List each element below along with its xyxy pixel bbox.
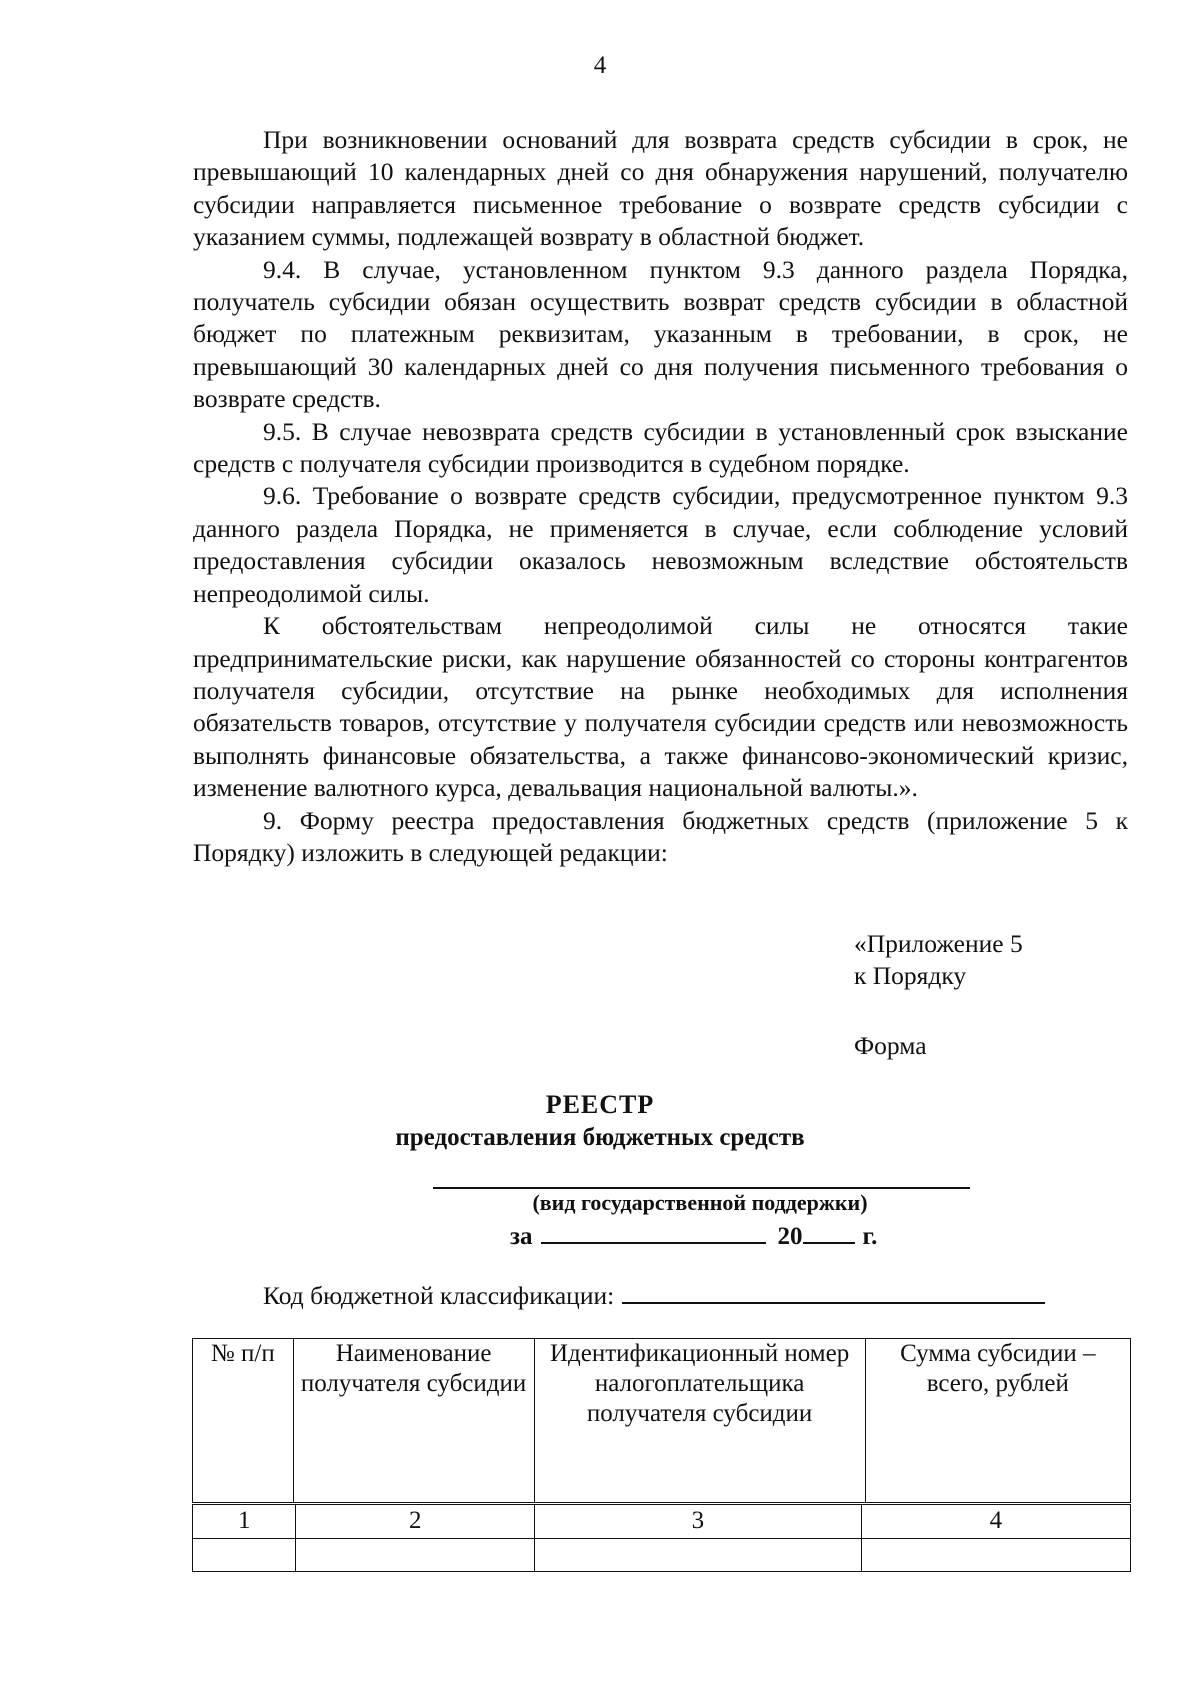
empty-cell [535, 1539, 862, 1572]
paragraph-return-notice: При возникновении оснований для возврата средств субсидии в срок, не превышающий 10 календарных дней со дня обнаружения нарушений, получателю субсидии направляется письменное требование о возврате средств субсидии с указанием суммы, подлежащей возврату в областной бюджет. [193, 125, 1128, 252]
table-header-row [193, 1339, 1131, 1503]
appendix-label: «Приложение 5 [854, 929, 1023, 958]
appendix-reference: к Порядку [854, 961, 967, 990]
header-subsidy-amount: Сумма субсидии – всего, рублей [865, 1339, 1130, 1503]
paragraph-9-6: 9.6. Требование о возврате средств субсидии, предусмотренное пунктом 9.3 данного раздела Порядка, не применяется в случае, если соблюдение условий предоставления субсидии оказалось невозможным вследствие обстоятельств непреодолимой силы. [193, 481, 1128, 608]
empty-cell [861, 1539, 1130, 1572]
year-suffix: г. [862, 1223, 878, 1250]
registry-header-table [192, 1338, 1131, 1503]
registry-title: РЕЕСТР [545, 1090, 655, 1119]
year-prefix: 20 [777, 1223, 803, 1250]
column-number-2: 2 [296, 1505, 535, 1539]
paragraph-9-4: 9.4. В случае, установленном пунктом 9.3 данного раздела Порядка, получатель субсидии обязан осуществить возврат средств субсидии в областной бюджет по платежным реквизитам, указанным в требовании, в срок, не превышающий 30 календарных дней со дня получения письменного требования о возврате средств. [193, 254, 1128, 414]
empty-cell [296, 1539, 535, 1572]
table-row [193, 1539, 1131, 1572]
document-body [193, 124, 1128, 869]
period-line [510, 1222, 877, 1251]
budget-classification-blank [622, 1280, 1045, 1304]
paragraph-force-majeure: К обстоятельствам непреодолимой силы не относятся такие предпринимательские риски, как нарушение обязанностей со стороны контрагентов получателя субсидии, отсутствие на рынке необходимых для исполнения обязательств товаров, отсутствие у получателя субсидии средств или невозможность выполнять финансовые обязательства, а также финансово-экономический кризис, изменение валютного курса, девальвация национальной валюты.». [193, 611, 1128, 803]
column-number-1: 1 [193, 1505, 296, 1539]
paragraph-9: 9. Форму реестра предоставления бюджетных средств (приложение 5 к Порядку) изложить в следующей редакции: [193, 805, 1128, 867]
period-blank [541, 1222, 766, 1244]
column-number-row [193, 1505, 1131, 1539]
support-type-blank [433, 1187, 970, 1189]
column-number-3: 3 [535, 1505, 862, 1539]
header-inn: Идентификационный номер налогоплательщика получателя субсидии [534, 1339, 865, 1503]
column-number-4: 4 [861, 1505, 1130, 1539]
empty-cell [193, 1539, 296, 1572]
year-blank [803, 1222, 855, 1244]
page-number: 4 [593, 52, 607, 79]
header-recipient-name: Наименование получателя субсидии [293, 1339, 534, 1503]
support-type-caption: (вид государственной поддержки) [532, 1190, 868, 1215]
form-label: Форма [854, 1031, 927, 1060]
registry-data-table [192, 1504, 1131, 1572]
registry-subtitle: предоставления бюджетных средств [395, 1124, 805, 1151]
period-prefix: за [510, 1223, 533, 1250]
paragraph-9-5: 9.5. В случае невозврата средств субсидии в установленный срок взыскание средств с получателя субсидии производится в судебном порядке. [193, 416, 1128, 479]
budget-classification-label: Код бюджетной классификации: [263, 1281, 615, 1310]
header-number: № п/п [193, 1339, 294, 1503]
budget-classification-row [263, 1280, 1045, 1311]
